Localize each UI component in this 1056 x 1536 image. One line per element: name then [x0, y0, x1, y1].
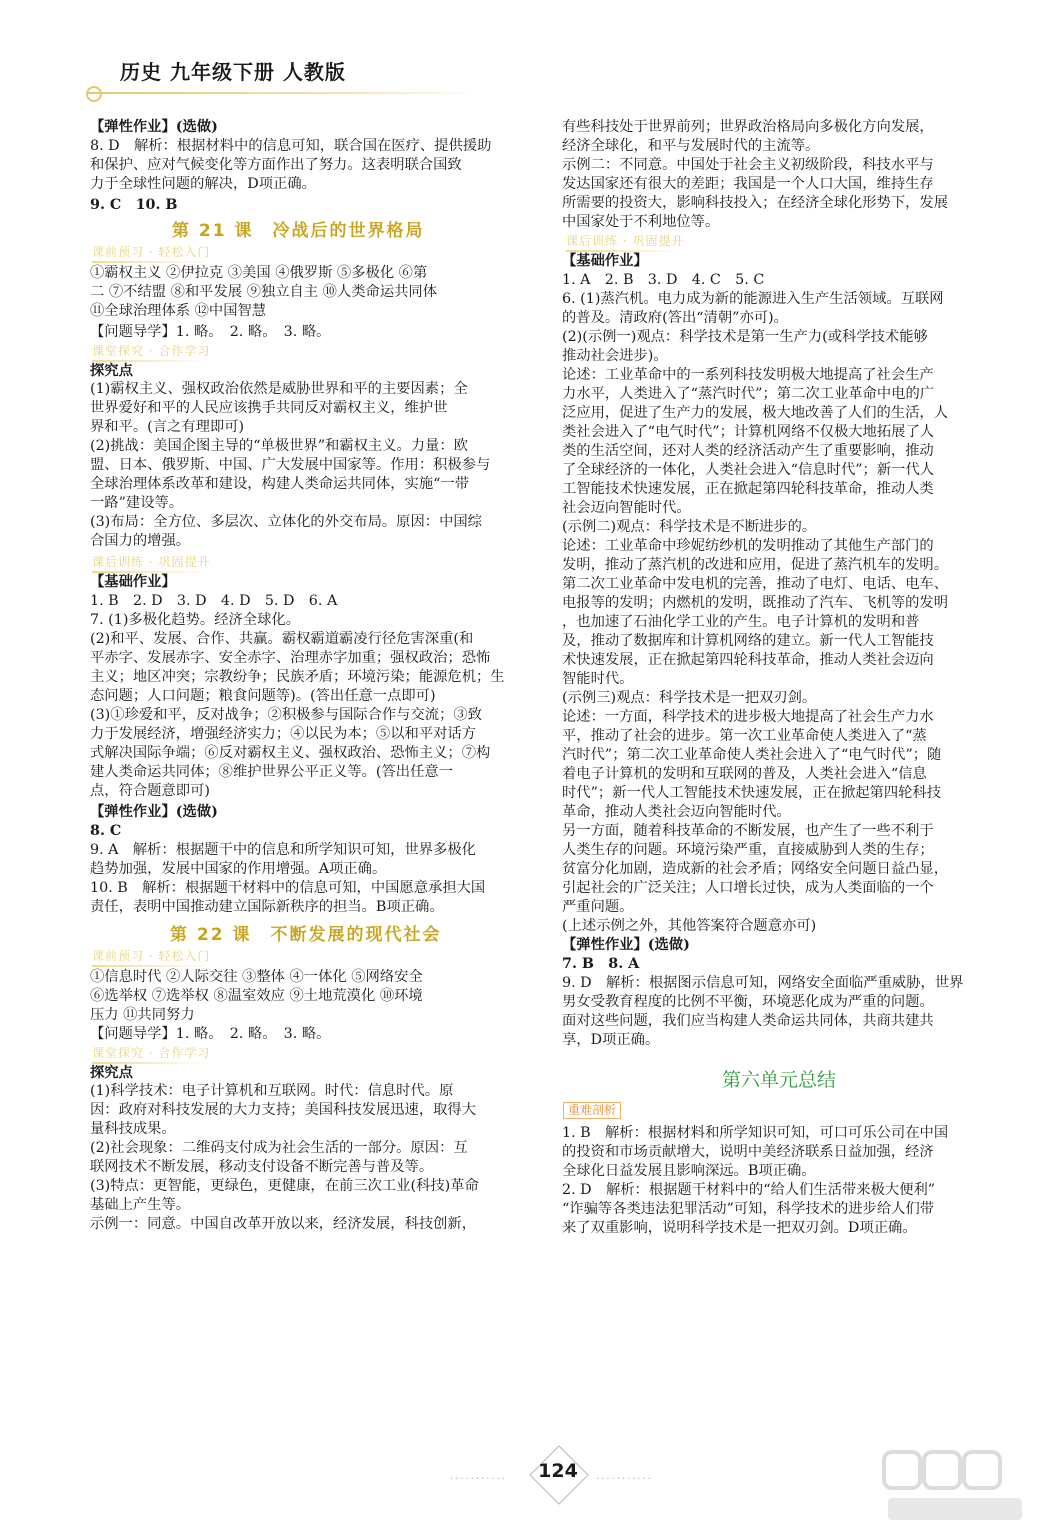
text-line: 基础上产生等。 [90, 1197, 191, 1213]
text-line: 盟、日本、俄罗斯、中国、广大发展中国家等。作用：积极参与 [90, 457, 491, 473]
text-line: “诈骗等各类违法犯罪活动”可知，科学技术的进步给人们带 [562, 1201, 935, 1217]
section-band: 课堂探究 · 合作学习 [92, 344, 211, 358]
text-line: 示例一：同意。中国自改革开放以来，经济发展，科技创新， [90, 1216, 477, 1232]
text-line: 的投资和市场贡献增大，说明中美经济联系日益加强，经济 [562, 1144, 934, 1160]
text-line: 论述：工业革命中珍妮纺纱机的发明推动了其他生产部门的 [562, 538, 934, 554]
lesson-title: 第 22 课 不断发展的现代社会 [170, 925, 442, 945]
header-title: 历史 九年级下册 人教版 [120, 60, 346, 84]
text-line: 力于全球性问题的解决，D项正确。 [90, 176, 316, 192]
text-line: 9. A 解析：根据题干中的信息和所学知识可知，世界多极化 [90, 842, 476, 858]
text-line: 10. B 解析：根据题干材料中的信息可知，中国愿意承担大国 [90, 880, 486, 896]
text-line: (上述示例之外，其他答案符合题意亦可) [562, 918, 817, 934]
page-number-badge [524, 1440, 592, 1508]
text-line: 2. D 解析：根据题干材料中的“给人们生活带来极大便利” [562, 1182, 936, 1198]
text-line: 平赤字、发展赤字、安全赤字、治理赤字加重；强权政治；恐怖 [90, 650, 491, 666]
text-line: 探究点 [90, 363, 133, 379]
text-line: 【弹性作业】(选做) [90, 119, 218, 135]
text-line: ，也加速了石油化学工业的产生。电子计算机的发明和普 [562, 614, 920, 630]
text-line: 1. B 2. D 3. D 4. D 5. D 6. A [90, 593, 338, 609]
text-line: 1. A 2. B 3. D 4. C 5. C [562, 272, 765, 288]
text-line: (2)社会现象：二维码支付成为社会生活的一部分。原因：互 [90, 1140, 468, 1156]
text-line: 力于发展经济，增强经济实力；④以民为本；⑤以和平对话方 [90, 726, 477, 742]
lesson-title: 第 21 课 冷战后的世界格局 [172, 221, 425, 241]
text-line: 【弹性作业】(选做) [562, 937, 690, 953]
text-line: 男女受教育程度的比例不平衡，环境恶化成为严重的问题。 [562, 994, 934, 1010]
key-analysis-tag: 重难剖析 [563, 1102, 621, 1119]
page-number: 124 [538, 1460, 578, 1482]
text-line: 第二次工业革命中发电机的完善，推动了电灯、电话、电车、 [562, 576, 949, 592]
text-line: 示例二：不同意。中国处于社会主义初级阶段，科技水平与 [562, 157, 934, 173]
section-band: 课后训练 · 巩固提升 [92, 555, 211, 569]
text-line: 因：政府对科技发展的大力支持；美国科技发展迅速，取得大 [90, 1102, 477, 1118]
text-line: 泛应用，促进了生产力的发展，极大地改善了人们的生活，人 [562, 405, 949, 421]
text-line: 类社会进入了“电气时代”；计算机网络不仅极大地拓展了人 [562, 424, 935, 440]
text-line: 电报等的发明；内燃机的发明，既推动了汽车、飞机等的发明 [562, 595, 949, 611]
text-line: 力水平，人类进入了“蒸汽时代”；第二次工业革命中电的广 [562, 386, 935, 402]
text-line: 【问题导学】1. 略。 2. 略。 3. 略。 [90, 324, 331, 340]
text-line: 9. C 10. B [90, 197, 178, 213]
text-line: 社会迈向智能时代。 [562, 500, 691, 516]
text-line: 【问题导学】1. 略。 2. 略。 3. 略。 [90, 1026, 331, 1042]
text-line: 二 ⑦不结盟 ⑧和平发展 ⑨独立自主 ⑩人类命运共同体 [90, 284, 438, 300]
text-line: 全球治理体系改革和建设，构建人类命运共同体，实施“一带 [90, 476, 470, 492]
text-line: 9. D 解析：根据图示信息可知，网络安全面临严重威胁，世界 [562, 975, 964, 991]
text-line: 和保护、应对气候变化等方面作出了努力。这表明联合国致 [90, 157, 462, 173]
text-line: 贫富分化加剧，造成新的社会矛盾；网络安全问题日益凸显， [562, 861, 949, 877]
text-line: 工智能技术快速发展，正在掀起第四轮科技革命，推动人类 [562, 481, 934, 497]
text-line: 7. (1)多极化趋势。经济全球化。 [90, 612, 300, 628]
text-line: 1. B 解析：根据材料和所学知识可知，可口可乐公司在中国 [562, 1125, 949, 1141]
text-line: 8. D 解析：根据材料中的信息可知，联合国在医疗、提供援助 [90, 138, 492, 154]
text-line: 联网技术不断发展，移动支付设备不断完善与普及等。 [90, 1159, 434, 1175]
section-band: 课前预习 · 轻松入门 [92, 949, 211, 963]
text-line: 点，符合题意即可) [90, 783, 210, 799]
text-line: ⑥选举权 ⑦选举权 ⑧温室效应 ⑨土地荒漠化 ⑩环境 [90, 988, 423, 1004]
text-line: 人类生存的问题。环境污染严重，直接威胁到人类的生存； [562, 842, 934, 858]
text-line: 享，D项正确。 [562, 1032, 660, 1048]
text-line: 论述：一方面，科学技术的进步极大地提高了社会生产力水 [562, 709, 934, 725]
text-line: (2)挑战：美国企图主导的“单极世界”和霸权主义。力量：欧 [90, 438, 468, 454]
watermark-logo [880, 1446, 1030, 1526]
text-line: 革命，推动人类社会迈向智能时代。 [562, 804, 791, 820]
text-line: (3)特点：更智能，更绿色，更健康，在前三次工业(科技)革命 [90, 1178, 479, 1194]
text-line: 趋势加强，发展中国家的作用增强。A项正确。 [90, 861, 387, 877]
text-line: 汽时代”；第二次工业革命使人类社会进入了“电气时代”；随 [562, 747, 942, 763]
text-line: 一路”建设等。 [90, 495, 184, 511]
unit-summary-title: 第六单元总结 [722, 1069, 837, 1091]
text-line: 界和平。(言之有理即可) [90, 419, 245, 435]
text-line: 时代”；新一代人工智能技术快速发展，正在掀起第四轮科技 [562, 785, 942, 801]
text-line: 中国家处于不利地位等。 [562, 214, 720, 230]
text-line: 发达国家还有很大的差距；我国是一个人口大国，维持生存 [562, 176, 934, 192]
footer-dots-left: ··········· [450, 1474, 507, 1485]
text-line: 6. (1)蒸汽机。电力成为新的能源进入生产生活领域。互联网 [562, 291, 944, 307]
text-line: (示例二)观点：科学技术是不断进步的。 [562, 519, 817, 535]
text-line: (3)①珍爱和平，反对战争；②积极参与国际合作与交流；③致 [90, 707, 482, 723]
text-line: 论述：工业革命中的一系列科技发明极大地提高了社会生产 [562, 367, 934, 383]
text-line: (2)(示例一)观点：科学技术是第一生产力(或科学技术能够 [562, 329, 928, 345]
text-line: 严重问题。 [562, 899, 634, 915]
text-line: 式解决国际争端；⑥反对霸权主义、强权政治、恐怖主义；⑦构 [90, 745, 491, 761]
header-rule [88, 92, 478, 94]
section-band: 课前预习 · 轻松入门 [92, 245, 211, 259]
footer-dots-right: ··········· [596, 1474, 653, 1485]
text-line: 责任，表明中国推动建立国际新秩序的担当。B项正确。 [90, 899, 444, 915]
text-line: 压力 ⑪共同努力 [90, 1007, 195, 1023]
text-line: 8. C [90, 823, 122, 839]
text-line: 7. B 8. A [562, 956, 640, 972]
text-line: ⑪全球治理体系 ⑫中国智慧 [90, 303, 267, 319]
text-line: 的普及。清政府(答出“清朝”亦可)。 [562, 310, 788, 326]
text-line: 推动社会进步)。 [562, 348, 668, 364]
text-line: 经济全球化，和平与发展时代的主流等。 [562, 138, 820, 154]
text-line: 及，推动了数据库和计算机网络的建立。新一代人工智能技 [562, 633, 934, 649]
text-line: 类的生活空间，还对人类的经济活动产生了重要影响，推动 [562, 443, 934, 459]
text-line: 【基础作业】 [90, 574, 176, 590]
header-ornament [86, 86, 102, 102]
text-line: 了全球经济的一体化，人类社会进入“信息时代”；新一代人 [562, 462, 935, 478]
text-line: 态问题；人口问题；粮食问题等)。(答出任意一点即可) [90, 688, 436, 704]
text-line: 探究点 [90, 1065, 133, 1081]
text-line: (1)霸权主义、强权政治依然是威胁世界和平的主要因素；全 [90, 381, 468, 397]
section-band: 课堂探究 · 合作学习 [92, 1046, 211, 1060]
text-line: (1)科学技术：电子计算机和互联网。时代：信息时代。原 [90, 1083, 454, 1099]
text-line: 【弹性作业】(选做) [90, 804, 218, 820]
section-band: 课后训练 · 巩固提升 [566, 234, 685, 248]
text-line: 全球化日益发展且影响深远。B项正确。 [562, 1163, 816, 1179]
text-line: 合国力的增强。 [90, 533, 191, 549]
text-line: 所需要的投资大，影响科技投入；在经济全球化形势下，发展 [562, 195, 949, 211]
text-line: ①霸权主义 ②伊拉克 ③美国 ④俄罗斯 ⑤多极化 ⑥第 [90, 265, 428, 281]
text-line: 面对这些问题，我们应当构建人类命运共同体，共商共建共 [562, 1013, 934, 1029]
text-line: 着电子计算机的发明和互联网的普及，人类社会进入“信息 [562, 766, 927, 782]
text-line: 【基础作业】 [562, 253, 648, 269]
text-line: 世界爱好和平的人民应该携手共同反对霸权主义，维护世 [90, 400, 448, 416]
text-line: 建人类命运共同体；⑧维护世界公平正义等。(答出任意一 [90, 764, 453, 780]
text-line: 引起社会的广泛关注；人口增长过快，成为人类面临的一个 [562, 880, 934, 896]
text-line: 另一方面，随着科技革命的不断发展，也产生了一些不利于 [562, 823, 934, 839]
text-line: 量科技成果。 [90, 1121, 176, 1137]
text-line: (2)和平、发展、合作、共赢。霸权霸道霸凌行径危害深重(和 [90, 631, 474, 647]
text-line: 术快速发展，正在掀起第四轮科技革命，推动人类社会迈向 [562, 652, 934, 668]
text-line: (示例三)观点：科学技术是一把双刃剑。 [562, 690, 817, 706]
text-line: 有些科技处于世界前列；世界政治格局向多极化方向发展， [562, 119, 934, 135]
text-line: 智能时代。 [562, 671, 634, 687]
text-line: 平，推动了社会的进步。第一次工业革命使人类进入了“蒸 [562, 728, 927, 744]
text-line: 来了双重影响，说明科学技术是一把双刃剑。D项正确。 [562, 1220, 917, 1236]
text-line: 发明，推动了蒸汽机的改进和应用，促进了蒸汽机车的发明。 [562, 557, 949, 573]
text-line: 主义；地区冲突；宗教纷争；民族矛盾；环境污染；能源危机；生 [90, 669, 505, 685]
text-line: ①信息时代 ②人际交往 ③整体 ④一体化 ⑤网络安全 [90, 969, 423, 985]
text-line: (3)布局：全方位、多层次、立体化的外交布局。原因：中国综 [90, 514, 482, 530]
